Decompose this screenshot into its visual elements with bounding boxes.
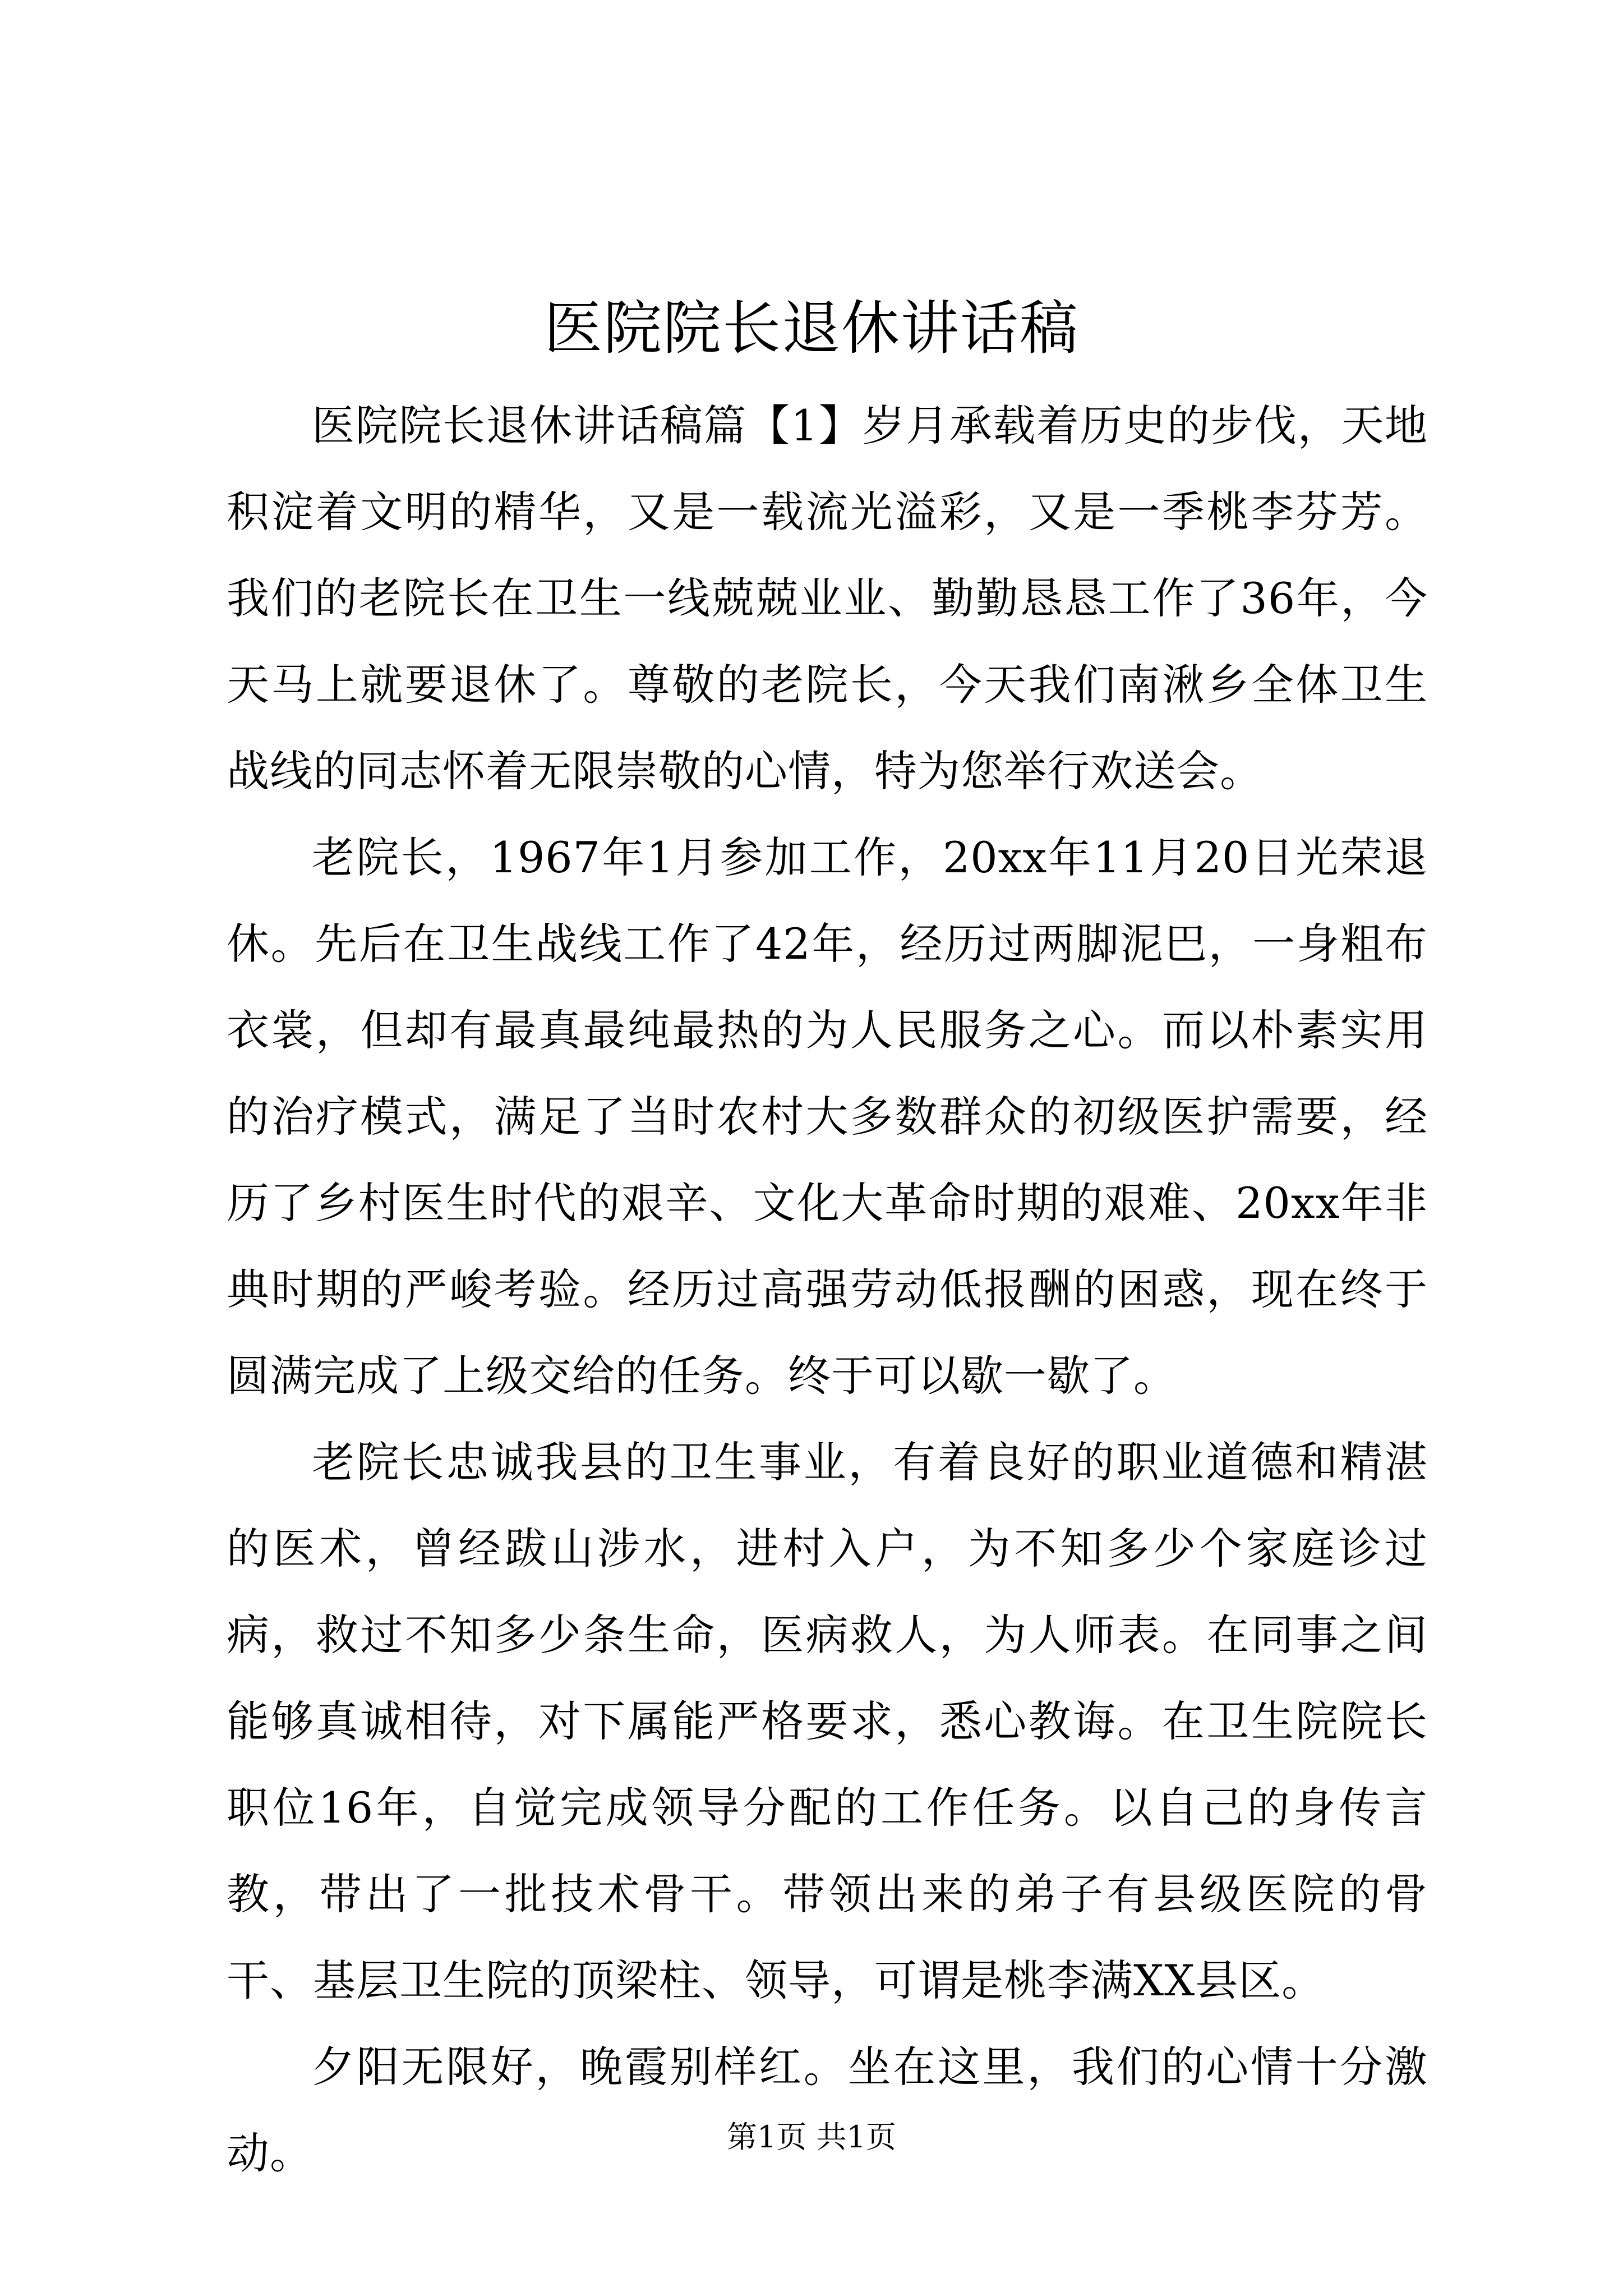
document-body <box>227 383 1428 2197</box>
paragraph-3: 老院长忠诚我县的卫生事业，有着良好的职业道德和精湛的医术，曾经跋山涉水，进村入户，为不知多少个家庭诊过病，救过不知多少条生命，医病救人，为人师表。在同事之间能够真诚相待，对下属能严格要求，悉心教诲。在卫生院院长职位16年，自觉完成领导分配的工作任务。以自己的身传言教，带出了一批技术骨干。带领出来的弟子有县级医院的骨干、基层卫生院的顶梁柱、领导，可谓是桃李满XX县区。 <box>227 1437 1428 2005</box>
paragraph-2: 老院长，1967年1月参加工作，20xx年11月20日光荣退休。先后在卫生战线工作了42年，经历过两脚泥巴，一身粗布衣裳，但却有最真最纯最热的为人民服务之心。而以朴素实用的治疗模式，满足了当时农村大多数群众的初级医护需要，经历了乡村医生时代的艰辛、文化大革命时期的艰难、20xx年非典时期的严峻考验。经历过高强劳动低报酬的困惑，现在终于圆满完成了上级交给的任务。终于可以歇一歇了。 <box>227 832 1428 1401</box>
paragraph-4: 夕阳无限好，晚霞别样红。坐在这里，我们的心情十分激动。 <box>227 2042 1428 2178</box>
paragraph-1: 医院院长退休讲话稿篇【1】岁月承载着历史的步伐，天地积淀着文明的精华，又是一载流光溢彩，又是一季桃李芬芳。我们的老院长在卫生一线兢兢业业、勤勤恳恳工作了36年，今天马上就要退休了。尊敬的老院长，今天我们南湫乡全体卫生战线的同志怀着无限崇敬的心情，特为您举行欢送会。 <box>227 401 1428 796</box>
document-title: 医院院长退休讲话稿 <box>543 294 1079 362</box>
page-footer: 第1页 共1页 <box>727 2119 896 2155</box>
